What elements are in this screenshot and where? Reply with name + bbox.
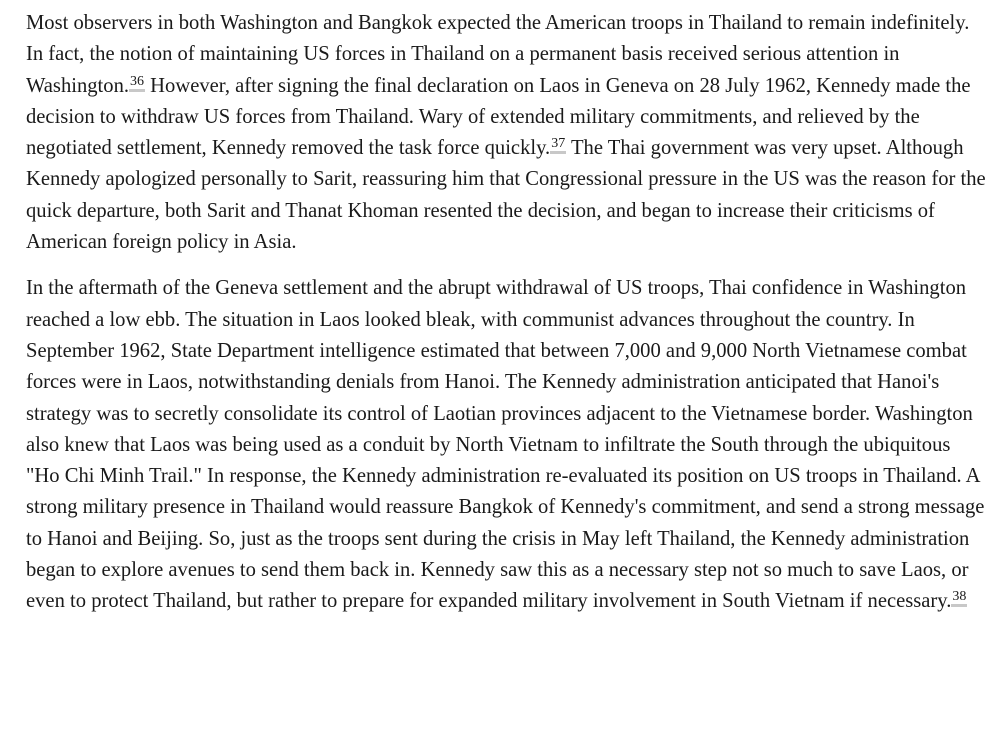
document-body (26, 8, 986, 618)
paragraph-1-text-part-3: The Thai government was very upset. Although Kennedy apologized personally to Sarit, reassuring him that Congressional pressure in the US was the reason for the quick departure, both Sarit and Thanat Khoman resented the decision, and began to increase their criticisms of American foreign policy in Asia. (26, 137, 986, 254)
paragraph-2 (26, 273, 986, 617)
footnote-37-link[interactable]: 37 (550, 136, 566, 154)
paragraph-1-text-part-1: Most observers in both Washington and Bangkok expected the American troops in Thailand to remain indefinitely. In fact, the notion of maintaining US forces in Thailand on a permanent basis received serious attention in Washington. (26, 12, 970, 97)
paragraph-1 (26, 8, 986, 258)
footnote-38-link[interactable]: 38 (951, 589, 967, 607)
paragraph-2-text: In the aftermath of the Geneva settlement and the abrupt withdrawal of US troops, Thai confidence in Washington reached a low ebb. The situation in Laos looked bleak, with communist advances throughout the country. In September 1962, State Department intelligence estimated that between 7,000 and 9,000 North Vietnamese combat forces were in Laos, notwithstanding denials from Hanoi. The Kennedy administration anticipated that Hanoi's strategy was to secretly consolidate its control of Laotian provinces adjacent to the Vietnamese border. Washington also knew that Laos was being used as a conduit by North Vietnam to infiltrate the South through the ubiquitous "Ho Chi Minh Trail." In response, the Kennedy administration re-evaluated its position on US troops in Thailand. A strong military presence in Thailand would reassure Bangkok of Kennedy's commitment, and send a strong message to Hanoi and Beijing. So, just as the troops sent during the crisis in May left Thailand, the Kennedy administration began to explore avenues to send them back in. Kennedy saw this as a necessary step not so much to save Laos, or even to protect Thailand, but rather to prepare for expanded military involvement in South Vietnam if necessary. (26, 277, 985, 613)
footnote-36-link[interactable]: 36 (129, 74, 145, 92)
paragraph-1-text-part-2: However, after signing the final declaration on Laos in Geneva on 28 July 1962, Kennedy made the decision to withdraw US forces from Thailand. Wary of extended military commitments, and relieved by the negotiated settlement, Kennedy removed the task force quickly. (26, 74, 971, 160)
